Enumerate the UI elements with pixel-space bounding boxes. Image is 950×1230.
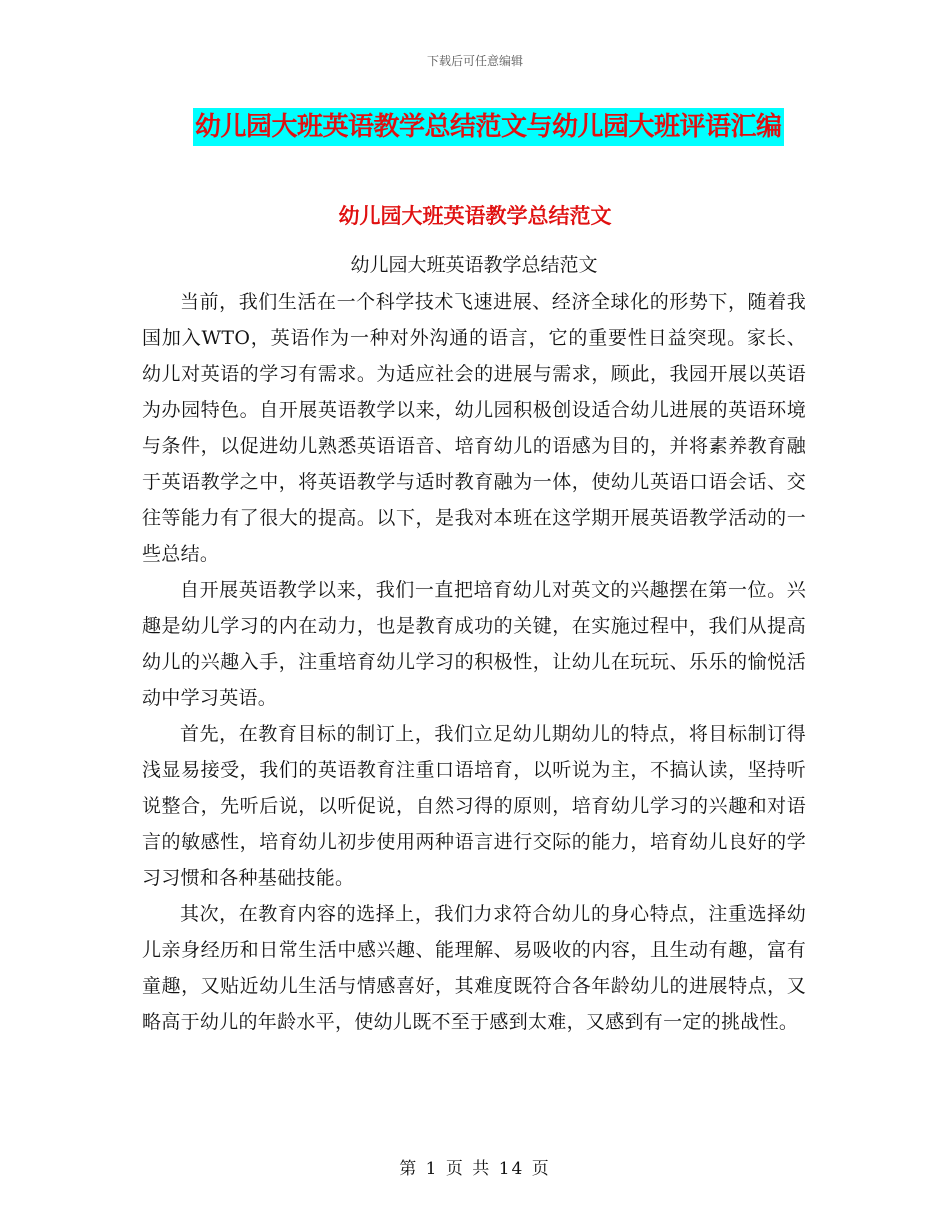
paragraph-1: 当前，我们生活在一个科学技术飞速进展、经济全球化的形势下，随着我国加入WTO，英语作为一种对外沟通的语言，它的重要性日益突现。家长、幼儿对英语的学习有需求。为适应社会的进展与需求，顾此，我园开展以英语为办园特色。自开展英语教学以来，幼儿园积极创设适合幼儿进展的英语环境与条件，以促进幼儿熟悉英语语音、培育幼儿的语感为目的，并将素养教育融于英语教学之中，将英语教学与适时教育融为一体，使幼儿英语口语会话、交往等能力有了很大的提高。以下，是我对本班在这学期开展英语教学活动的一些总结。 bbox=[142, 291, 806, 565]
main-title-highlight bbox=[193, 108, 784, 146]
page-footer: 第 1 页 共 14 页 bbox=[399, 1159, 551, 1179]
paragraph-4: 其次，在教育内容的选择上，我们力求符合幼儿的身心特点，注重选择幼儿亲身经历和日常生活中感兴趣、能理解、易吸收的内容，且生动有趣，富有童趣，又贴近幼儿生活与情感喜好，其难度既符合各年龄幼儿的进展特点，又略高于幼儿的年龄水平，使幼儿既不至于感到太难，又感到有一定的挑战性。 bbox=[142, 903, 806, 1033]
paragraph-3: 首先，在教育目标的制订上，我们立足幼儿期幼儿的特点，将目标制订得浅显易接受，我们的英语教育注重口语培育，以听说为主，不搞认读，坚持听说整合，先听后说，以听促说，自然习得的原则，培育幼儿学习的兴趣和对语言的敏感性，培育幼儿初步使用两种语言进行交际的能力，培育幼儿良好的学习习惯和各种基础技能。 bbox=[142, 723, 806, 889]
sub-title: 幼儿园大班英语教学总结范文 bbox=[350, 254, 598, 276]
paragraph-2: 自开展英语教学以来，我们一直把培育幼儿对英文的兴趣摆在第一位。兴趣是幼儿学习的内在动力，也是教育成功的关键，在实施过程中，我们从提高幼儿的兴趣入手，注重培育幼儿学习的积极性，让幼儿在玩玩、乐乐的愉悦活动中学习英语。 bbox=[142, 579, 806, 709]
document-main-title: 幼儿园大班英语教学总结范文与幼儿园大班评语汇编 bbox=[195, 112, 782, 142]
section-title: 幼儿园大班英语教学总结范文 bbox=[338, 204, 612, 228]
document-body bbox=[142, 250, 806, 1040]
header-note: 下载后可任意编辑 bbox=[426, 54, 523, 68]
